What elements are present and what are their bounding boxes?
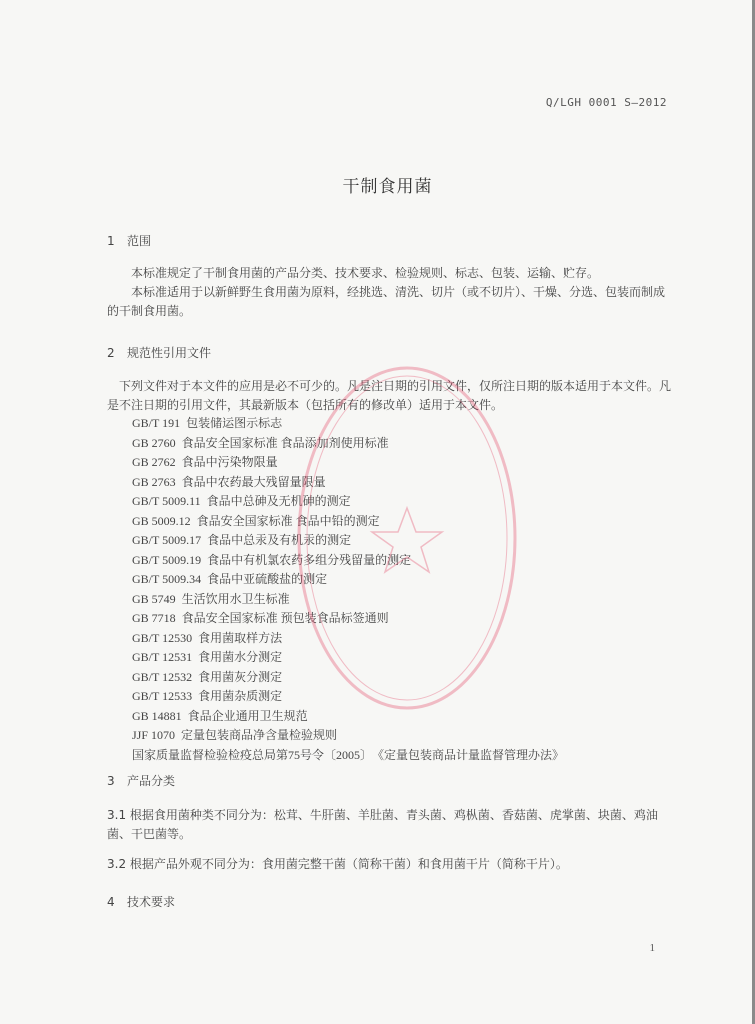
reference-title: 包装储运图示标志 <box>186 416 283 430</box>
reference-title: 食用菌取样方法 <box>198 630 283 645</box>
reference-title: 食品安全国家标准 食品添加剂使用标准 <box>181 435 389 450</box>
reference-title: 食品中农药最大残留量限量 <box>181 474 326 489</box>
reference-title: 食用菌水分测定 <box>198 650 283 664</box>
reference-title: 食品中亚硫酸盐的测定 <box>207 572 328 586</box>
reference-code: GB/T 5009.19 <box>132 552 202 567</box>
reference-title: 定量包装商品净含量检验规则 <box>181 728 338 742</box>
reference-code: GB/T 5009.11 <box>132 494 201 508</box>
document-title: 干制食用菌 <box>342 177 433 197</box>
section-heading-classification <box>107 772 175 789</box>
section-title: 规范性引用文件 <box>127 346 212 360</box>
reference-code: GB 2760 <box>132 435 176 450</box>
section-heading-normative-references <box>107 344 211 361</box>
reference-item <box>132 531 564 551</box>
reference-title: 食品安全国家标准 食品中铅的测定 <box>196 513 380 528</box>
reference-code: GB 5009.12 <box>132 513 191 528</box>
reference-code: GB/T 12532 <box>132 669 193 684</box>
reference-item <box>132 746 564 766</box>
reference-item <box>132 492 564 512</box>
reference-item <box>132 453 564 473</box>
reference-title: 食用菌杂质测定 <box>198 689 283 703</box>
reference-item <box>132 551 564 571</box>
section-number: 3 <box>107 774 115 788</box>
reference-code: GB 2763 <box>132 474 176 489</box>
page-number: 1 <box>649 942 655 954</box>
scope-paragraph-2: 本标准适用于以新鲜野生食用菌为原料，经挑选、清洗、切片（或不切片）、干燥、分选、包装而制成的干制食用菌。 <box>107 285 666 318</box>
reference-code: 国家质量监督检验检疫总局第75号令〔2005〕 <box>132 747 373 762</box>
reference-code: GB/T 5009.34 <box>132 572 202 586</box>
reference-code: GB/T 12530 <box>132 630 193 645</box>
reference-code: GB 7718 <box>132 611 176 625</box>
classification-clause-3-2: 3.2 根据产品外观不同分为：食用菌完整干菌（简称干菌）和食用菌干片（简称干片）。 <box>107 857 568 871</box>
reference-item <box>132 629 564 649</box>
reference-code: JJF 1070 <box>132 728 176 742</box>
reference-title: 食用菌灰分测定 <box>198 669 283 684</box>
normative-intro-paragraph: 下列文件对于本文件的应用是必不可少的。凡是注日期的引用文件，仅所注日期的版本适用于本文件。凡是不注日期的引用文件，其最新版本（包括所有的修改单）适用于本文件。 <box>107 379 672 412</box>
section-title: 范围 <box>127 234 152 248</box>
reference-item <box>132 609 564 629</box>
section-number: 1 <box>107 234 115 248</box>
reference-code: GB 2762 <box>132 455 176 469</box>
reference-item <box>132 648 564 668</box>
section-number: 2 <box>107 346 115 360</box>
classification-clause-3-1: 3.1 根据食用菌种类不同分为：松茸、牛肝菌、羊肚菌、青头菌、鸡枞菌、香菇菌、虎掌菌、块菌、鸡油菌、干巴菌等。 <box>107 808 658 841</box>
reference-item <box>132 570 564 590</box>
reference-item <box>132 726 564 746</box>
reference-item <box>132 668 564 688</box>
reference-title: 食品中总汞及有机汞的测定 <box>207 533 352 547</box>
reference-code: GB 5749 <box>132 591 176 606</box>
reference-title: 食品安全国家标准 预包装食品标签通则 <box>181 611 389 625</box>
reference-title: 生活饮用水卫生标准 <box>181 591 290 606</box>
reference-item <box>132 707 564 727</box>
section-number: 4 <box>107 895 115 909</box>
section-title: 产品分类 <box>127 774 176 788</box>
reference-item <box>132 512 564 532</box>
reference-code: GB/T 191 <box>132 416 181 430</box>
document-code: Q/LGH 0001 S—2012 <box>545 96 667 109</box>
reference-code: GB 14881 <box>132 708 182 723</box>
reference-code: GB/T 12533 <box>132 689 193 703</box>
reference-list <box>132 414 564 765</box>
reference-title: 食品中总砷及无机砷的测定 <box>206 494 351 508</box>
reference-title: 食品企业通用卫生规范 <box>187 708 308 723</box>
reference-title: 食品中污染物限量 <box>181 455 278 469</box>
reference-code: GB/T 12531 <box>132 650 193 664</box>
section-heading-scope <box>107 232 151 249</box>
section-title: 技术要求 <box>127 895 176 909</box>
reference-item <box>132 473 564 493</box>
reference-item <box>132 687 564 707</box>
reference-item <box>132 590 564 610</box>
reference-item <box>132 414 564 434</box>
reference-title: 《定量包装商品计量监督管理办法》 <box>378 747 565 762</box>
reference-title: 食品中有机氯农药多组分残留量的测定 <box>207 552 412 567</box>
reference-code: GB/T 5009.17 <box>132 533 202 547</box>
scope-paragraph-1: 本标准规定了干制食用菌的产品分类、技术要求、检验规则、标志、包装、运输、贮存。 <box>131 266 600 280</box>
reference-item <box>132 434 564 454</box>
section-heading-technical-requirements <box>107 893 175 910</box>
